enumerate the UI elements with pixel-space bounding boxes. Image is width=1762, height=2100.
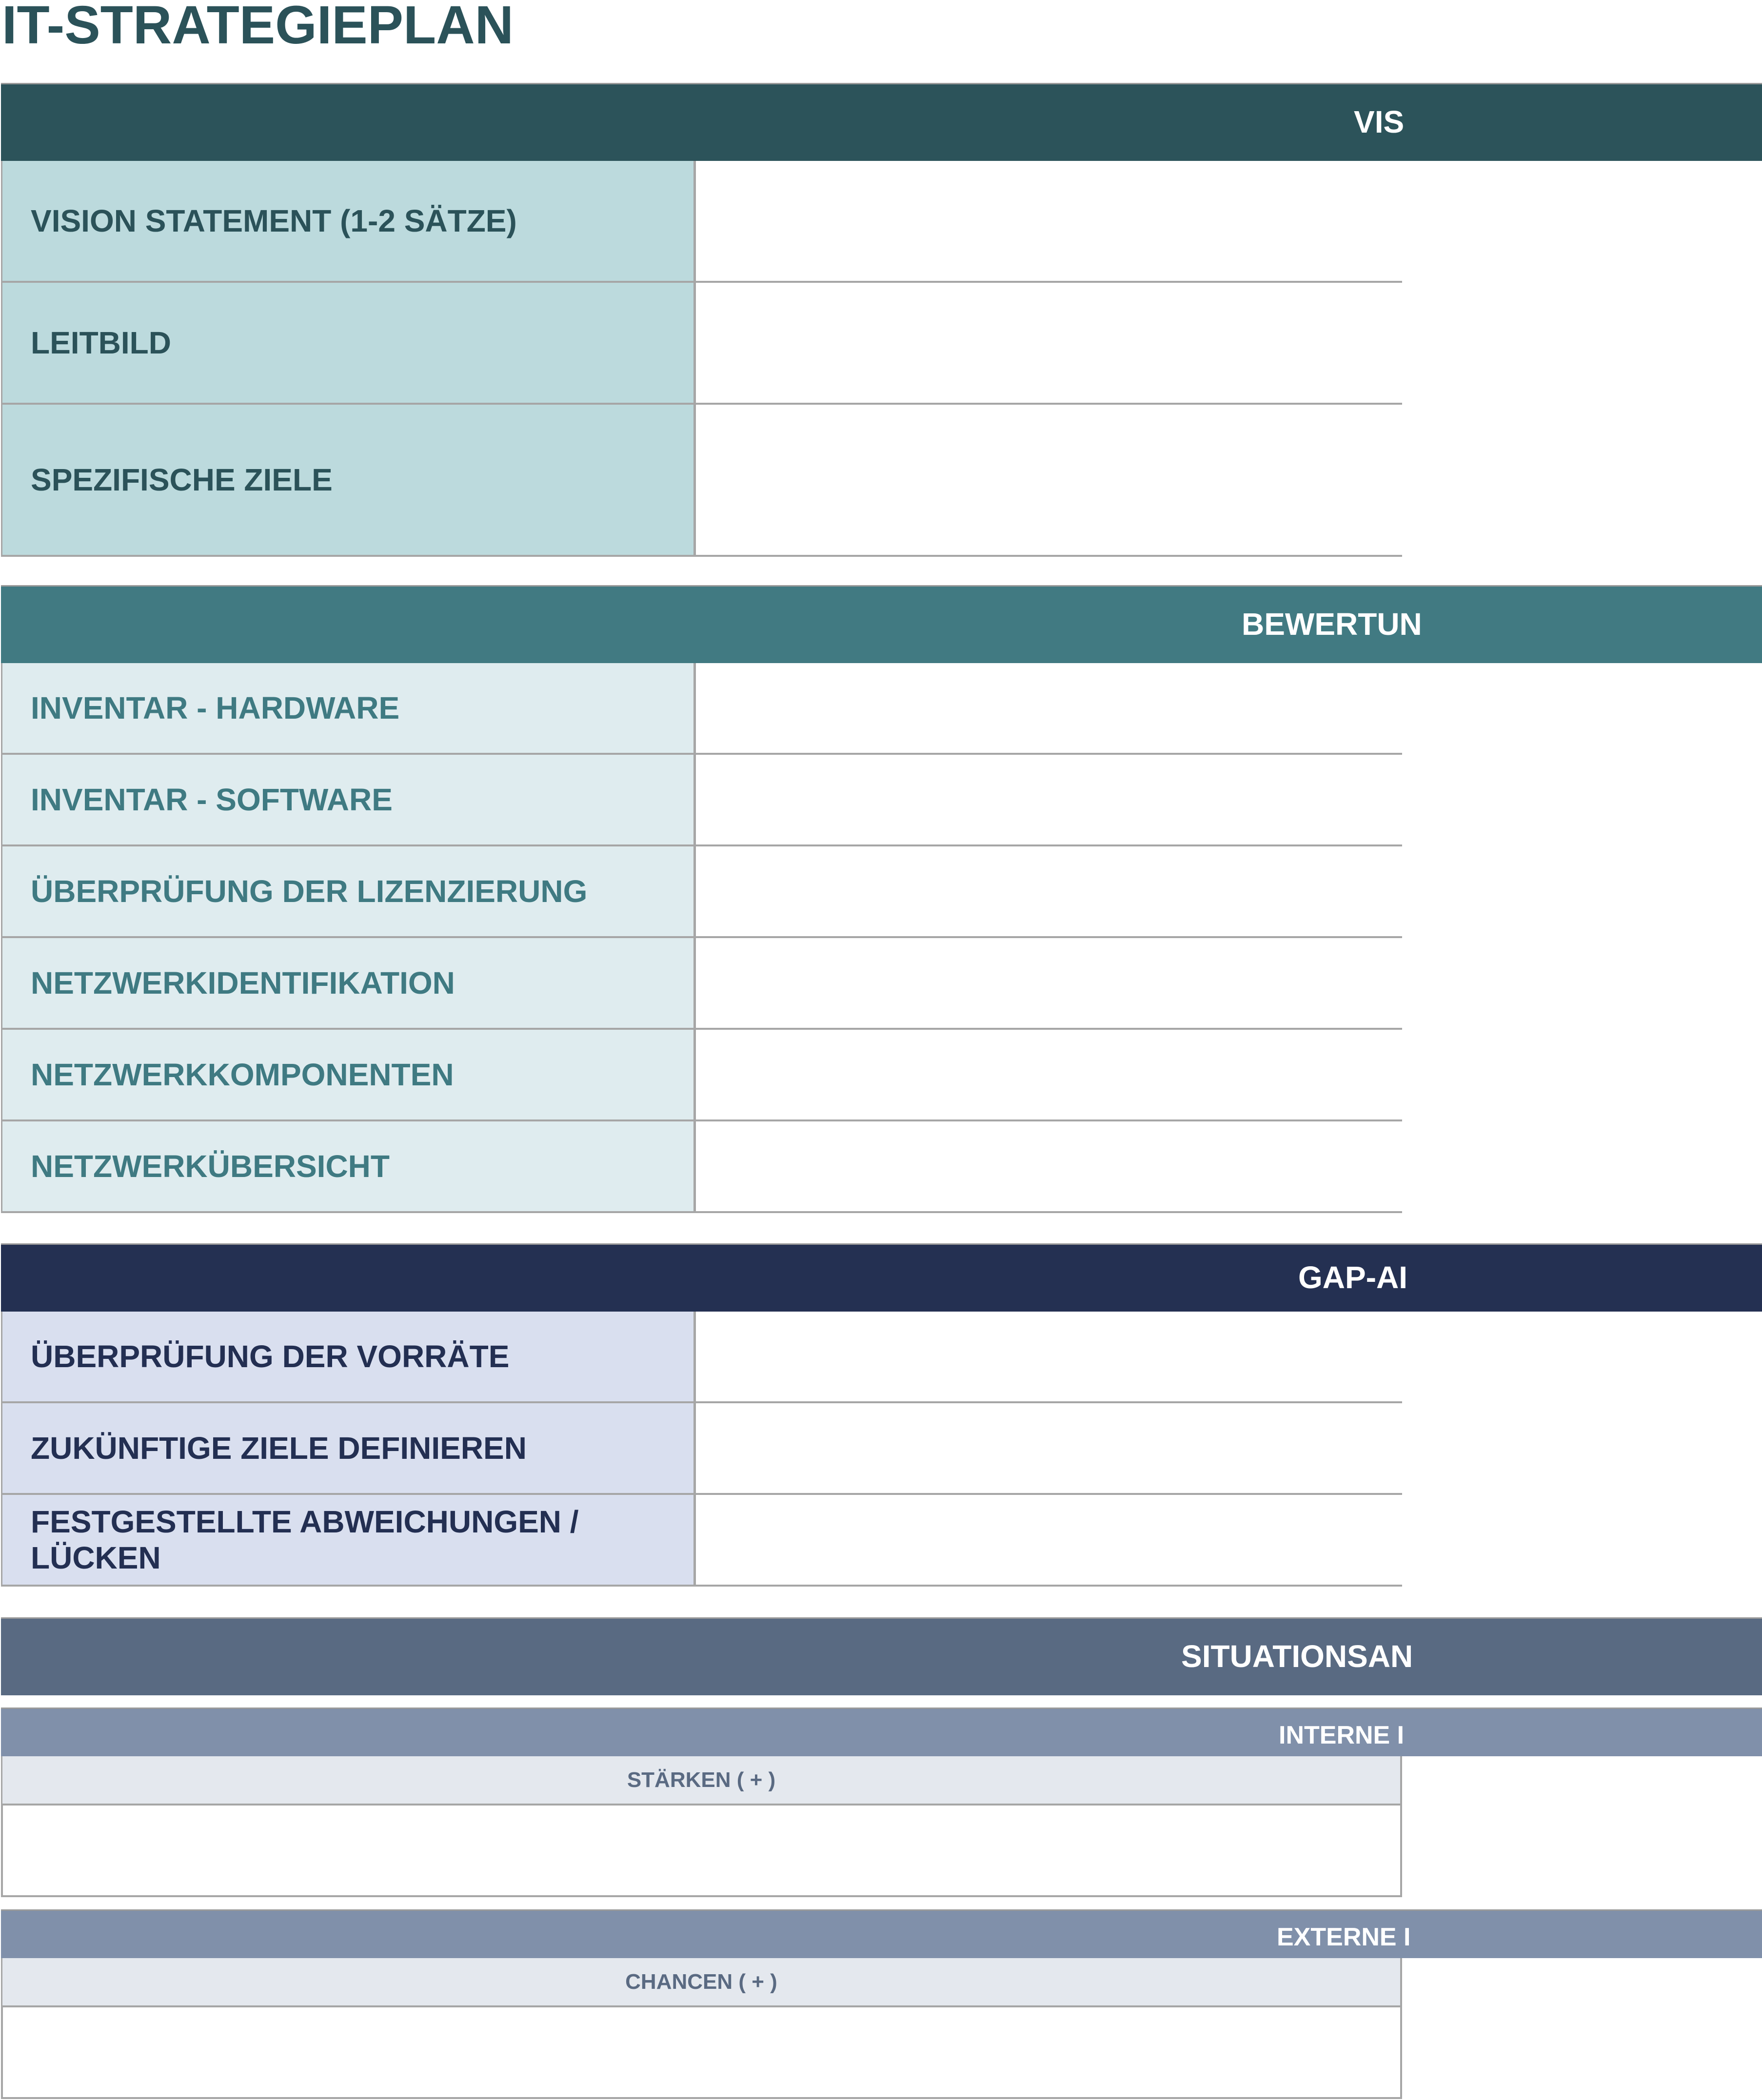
vision-row-ziele	[1, 405, 1402, 557]
vision-row-label: SPEZIFISCHE ZIELE	[1, 405, 696, 555]
netzwerkkomponenten-field[interactable]	[696, 1030, 1402, 1119]
interne-faktoren-header-text: INTERNE I	[1279, 1721, 1405, 1749]
leitbild-field[interactable]	[696, 283, 1402, 403]
chancen-subheader: CHANCEN ( + )	[1, 1958, 1402, 2005]
gap-section-header-text: GAP-AI	[1298, 1260, 1407, 1295]
inventar-software-field[interactable]	[696, 755, 1402, 844]
bewertung-row-label: NETZWERKIDENTIFIKATION	[1, 938, 696, 1028]
gap-row	[1, 1403, 1402, 1495]
gap-row-label: ZUKÜNFTIGE ZIELE DEFINIEREN	[1, 1403, 696, 1493]
gap-row-label: FESTGESTELLTE ABWEICHUNGEN / LÜCKEN	[1, 1495, 696, 1585]
staerken-subheader: STÄRKEN ( + )	[1, 1756, 1402, 1804]
vision-row-label: LEITBILD	[1, 283, 696, 403]
spezifische-ziele-field[interactable]	[696, 405, 1402, 555]
inventar-hardware-field[interactable]	[696, 663, 1402, 753]
vision-statement-field[interactable]	[696, 161, 1402, 281]
externe-faktoren-header-text: EXTERNE I	[1277, 1923, 1411, 1951]
bewertung-section-header	[1, 585, 1762, 663]
vision-section-header	[1, 83, 1762, 161]
bewertung-row	[1, 846, 1402, 938]
staerken-field[interactable]	[1, 1804, 1402, 1897]
chancen-field[interactable]	[1, 2005, 1402, 2099]
gap-row	[1, 1312, 1402, 1403]
interne-faktoren-header	[1, 1707, 1762, 1756]
gap-row	[1, 1495, 1402, 1587]
situation-section-header-text: SITUATIONSAN	[1181, 1639, 1413, 1674]
netzwerkuebersicht-field[interactable]	[696, 1121, 1402, 1211]
bewertung-row-label: INVENTAR - SOFTWARE	[1, 755, 696, 844]
bewertung-section-header-text: BEWERTUN	[1242, 607, 1422, 642]
situation-section-header	[1, 1617, 1762, 1695]
vision-row-label: VISION STATEMENT (1-2 SÄTZE)	[1, 161, 696, 281]
gap-section-header	[1, 1243, 1762, 1312]
bewertung-row	[1, 938, 1402, 1030]
netzwerkidentifikation-field[interactable]	[696, 938, 1402, 1028]
vision-section-header-text: VIS	[1354, 104, 1405, 139]
bewertung-row	[1, 663, 1402, 755]
page-title: IT-STRATEGIEPLAN	[2, 0, 514, 55]
bewertung-row-label: NETZWERKKOMPONENTEN	[1, 1030, 696, 1119]
bewertung-row-label: NETZWERKÜBERSICHT	[1, 1121, 696, 1211]
bewertung-row-label: ÜBERPRÜFUNG DER LIZENZIERUNG	[1, 846, 696, 936]
externe-faktoren-header	[1, 1909, 1762, 1958]
bewertung-row	[1, 1030, 1402, 1121]
abweichungen-field[interactable]	[696, 1495, 1402, 1585]
vision-row-leitbild	[1, 283, 1402, 405]
vorraete-field[interactable]	[696, 1312, 1402, 1401]
bewertung-row-label: INVENTAR - HARDWARE	[1, 663, 696, 753]
gap-row-label: ÜBERPRÜFUNG DER VORRÄTE	[1, 1312, 696, 1401]
zukuenftige-ziele-field[interactable]	[696, 1403, 1402, 1493]
vision-row-statement	[1, 161, 1402, 283]
lizenzierung-field[interactable]	[696, 846, 1402, 936]
bewertung-row	[1, 755, 1402, 846]
bewertung-row	[1, 1121, 1402, 1213]
